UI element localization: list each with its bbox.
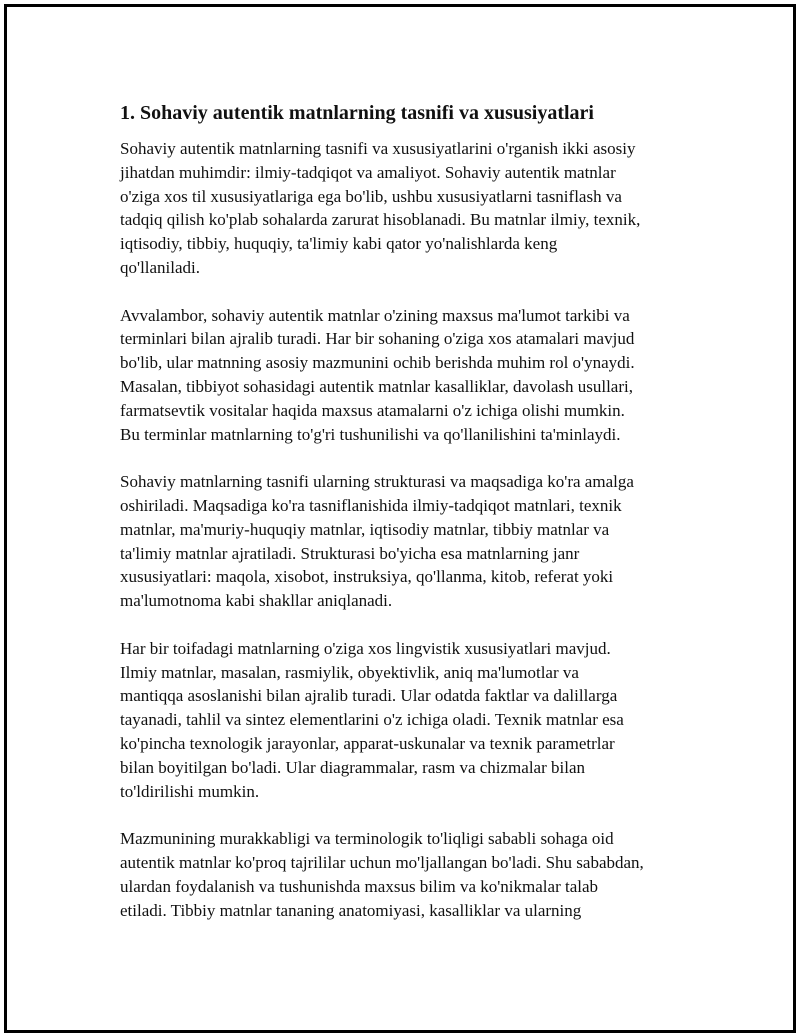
- text-line: to'ldirilishi mumkin.: [120, 781, 260, 801]
- text-line: Mazmunining murakkabligi va terminologik to'liqligi sababli sohaga oid: [120, 829, 614, 849]
- text-line: mantiqqa asoslanishi bilan ajralib turadi. Ular odatda faktlar va dalillarga: [120, 686, 618, 706]
- paragraph-5: [120, 827, 700, 922]
- text-line: bilan boyitilgan bo'ladi. Ular diagrammalar, rasm va chizmalar bilan: [120, 757, 586, 777]
- text-line: iqtisodiy, tibbiy, huquqiy, ta'limiy kabi qator yo'nalishlarda keng: [120, 234, 558, 254]
- text-line: Sohaviy matnlarning tasnifi ularning strukturasi va maqsadiga ko'ra amalga: [120, 472, 634, 492]
- text-line: xususiyatlari: maqola, xisobot, instruksiya, qo'llanma, kitob, referat yoki: [120, 567, 614, 587]
- paragraph-2: [120, 304, 700, 447]
- text-line: jihatdan muhimdir: ilmiy-tadqiqot va amaliyot. Sohaviy autentik matnlar: [120, 162, 616, 182]
- text-line: etiladi. Tibbiy matnlar tananing anatomiyasi, kasalliklar va ularning: [120, 900, 582, 920]
- text-line: tadqiq qilish ko'plab sohalarda zarurat hisoblanadi. Bu matnlar ilmiy, texnik,: [120, 210, 641, 230]
- text-line: Avvalambor, sohaviy autentik matnlar o'zining maxsus ma'lumot tarkibi va: [120, 305, 630, 325]
- paragraph-3: [120, 470, 700, 613]
- section-heading: 1. Sohaviy autentik matnlarning tasnifi va xususiyatlari: [120, 102, 594, 124]
- text-line: o'ziga xos til xususiyatlariga ega bo'lib, ushbu xususiyatlarni tasniflash va: [120, 186, 622, 206]
- text-line: matnlar, ma'muriy-huquqiy matnlar, iqtisodiy matnlar, tibbiy matnlar va: [120, 519, 610, 539]
- text-line: ulardan foydalanish va tushunishda maxsus bilim va ko'nikmalar talab: [120, 876, 599, 896]
- text-line: Masalan, tibbiyot sohasidagi autentik matnlar kasalliklar, davolash usullari,: [120, 376, 633, 396]
- paragraph-4: [120, 637, 700, 804]
- text-line: oshiriladi. Maqsadiga ko'ra tasniflanishida ilmiy-tadqiqot matnlari, texnik: [120, 495, 622, 515]
- text-line: Bu terminlar matnlarning to'g'ri tushunilishi va qo'llanilishini ta'minlaydi.: [120, 424, 621, 444]
- text-line: Har bir toifadagi matnlarning o'ziga xos lingvistik xususiyatlari mavjud.: [120, 638, 611, 658]
- text-line: terminlari bilan ajralib turadi. Har bir sohaning o'ziga xos atamalari mavjud: [120, 329, 635, 349]
- text-line: tayanadi, tahlil va sintez elementlarini o'z ichiga oladi. Texnik matnlar esa: [120, 710, 624, 730]
- text-line: farmatsevtik vositalar haqida maxsus atamalarni o'z ichiga olishi mumkin.: [120, 400, 625, 420]
- page-frame: [4, 4, 796, 1033]
- text-line: ko'pincha texnologik jarayonlar, apparat-uskunalar va texnik parametrlar: [120, 733, 615, 753]
- text-line: Ilmiy matnlar, masalan, rasmiylik, obyektivlik, aniq ma'lumotlar va: [120, 662, 579, 682]
- text-line: autentik matnlar ko'proq tajrililar uchun mo'ljallangan bo'ladi. Shu sababdan,: [120, 852, 644, 872]
- text-line: ma'lumotnoma kabi shakllar aniqlanadi.: [120, 591, 393, 611]
- text-line: bo'lib, ular matnning asosiy mazmunini ochib berishda muhim rol o'ynaydi.: [120, 353, 635, 373]
- text-line: qo'llaniladi.: [120, 257, 201, 277]
- text-line: Sohaviy autentik matnlarning tasnifi va xususiyatlarini o'rganish ikki asosiy: [120, 139, 636, 158]
- document-body: [120, 100, 700, 946]
- paragraph-1: [120, 137, 700, 280]
- text-line: ta'limiy matnlar ajratiladi. Strukturasi bo'yicha esa matnlarning janr: [120, 543, 580, 563]
